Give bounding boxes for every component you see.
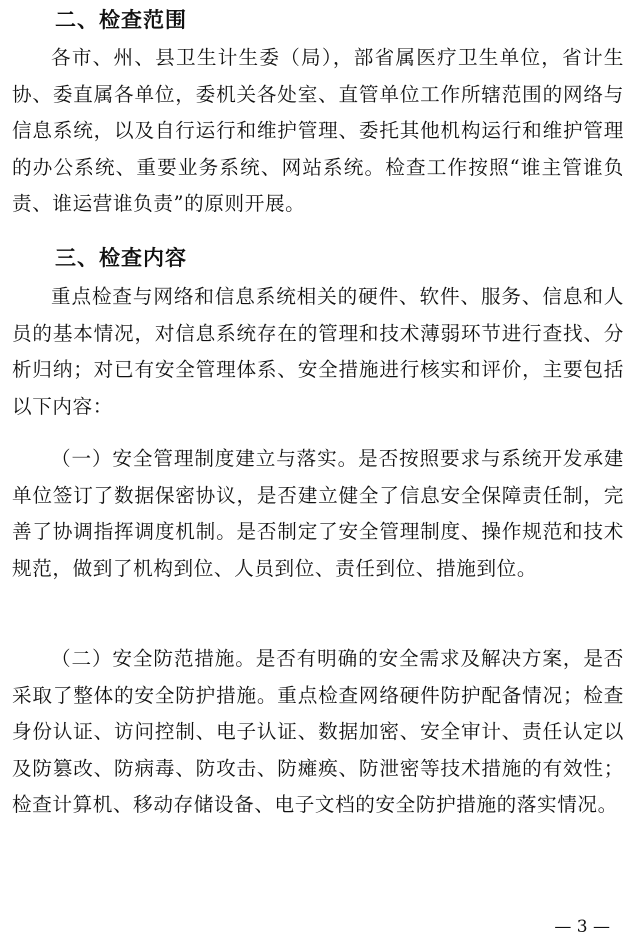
section-heading-scope: 二、检查范围 [55, 8, 187, 32]
paragraph-scope: 各市、州、县卫生计生委（局），部省属医疗卫生单位，省计生协、委直属各单位，委机关各处室、直管单位工作所辖范围的网络与信息系统，以及自行运行和维护管理、委托其他机构运行和维护管理的办公系统、重要业务系统、网站系统。检查工作按照“谁主管谁负责、谁运营谁负责”的原则开展。 [12, 46, 624, 216]
section-heading-content: 三、检查内容 [55, 246, 187, 270]
page-number: — 3 — [554, 917, 610, 937]
paragraph-management-system: （一）安全管理制度建立与落实。是否按照要求与系统开发承建单位签订了数据保密协议，是否建立健全了信息安全保障责任制，完善了协调指挥调度机制。是否制定了安全管理制度、操作规范和技术规范，做到了机构到位、人员到位、责任到位、措施到位。 [12, 447, 624, 580]
paragraph-security-measures: （二）安全防范措施。是否有明确的安全需求及解决方案，是否采取了整体的安全防护措施。重点检查网络硬件防护配备情况；检查身份认证、访问控制、电子认证、数据加密、安全审计、责任认定以及防篡改、防病毒、防攻击、防瘫痪、防泄密等技术措施的有效性；检查计算机、移动存储设备、电子文档的安全防护措施的落实情况。 [12, 647, 624, 817]
paragraph-content-intro: 重点检查与网络和信息系统相关的硬件、软件、服务、信息和人员的基本情况，对信息系统存在的管理和技术薄弱环节进行查找、分析归纳；对已有安全管理体系、安全措施进行核实和评价，主要包括以下内容： [12, 285, 624, 418]
